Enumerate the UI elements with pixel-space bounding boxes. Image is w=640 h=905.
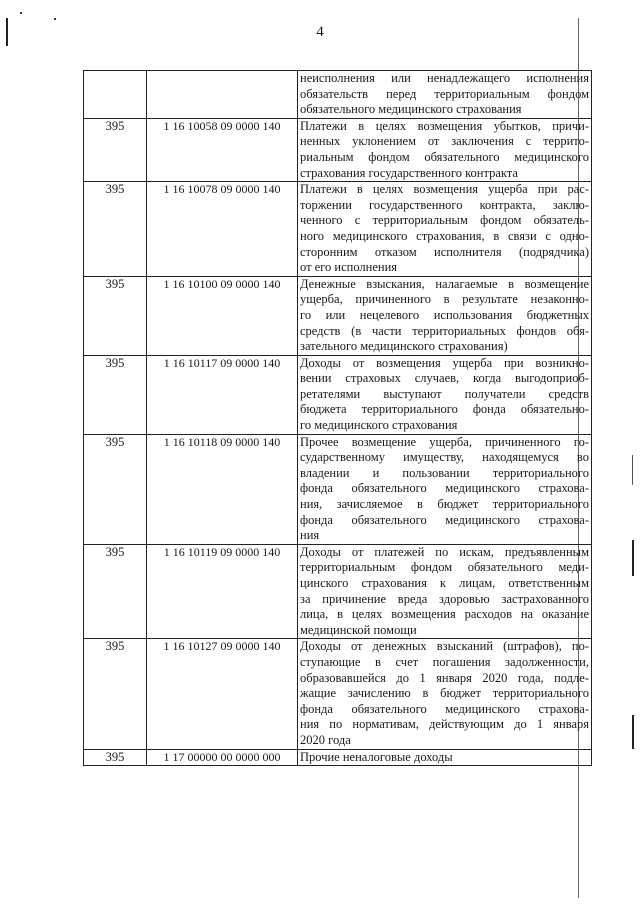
description-line: зательного медицинского страхования) bbox=[300, 339, 508, 354]
budget-classification-code-cell bbox=[147, 71, 298, 119]
table-row bbox=[84, 544, 592, 639]
admin-code-cell: 395 bbox=[84, 182, 147, 277]
scan-artifact-dot bbox=[54, 18, 56, 20]
scan-artifact-dot bbox=[20, 12, 22, 14]
description-line: владении и пользовании территориального bbox=[300, 465, 589, 480]
table-body bbox=[84, 71, 592, 766]
budget-classification-code-cell: 1 17 00000 00 0000 000 bbox=[147, 749, 298, 766]
admin-code-cell: 395 bbox=[84, 749, 147, 766]
scan-artifact-mark bbox=[632, 455, 633, 485]
description-line: бюджета территориального фонда обязательно- bbox=[300, 402, 589, 417]
table-row bbox=[84, 118, 592, 181]
revenue-description-cell bbox=[298, 434, 592, 544]
revenue-codes-table bbox=[83, 70, 592, 766]
description-line: ступающие в счет погашения задолженности, bbox=[300, 654, 589, 669]
budget-classification-code-cell: 1 16 10058 09 0000 140 bbox=[147, 118, 298, 181]
description-line: за причинение вреда здоровью застрахованного bbox=[300, 591, 589, 606]
budget-classification-code-cell: 1 16 10127 09 0000 140 bbox=[147, 639, 298, 749]
description-line: фонда обязательного медицинского страхова- bbox=[300, 481, 589, 496]
table-row bbox=[84, 182, 592, 277]
description-line: ущерба, причиненного в результате незаконно- bbox=[300, 292, 589, 307]
description-line: от его исполнения bbox=[300, 260, 398, 275]
revenue-description-cell bbox=[298, 276, 592, 355]
revenue-description-cell bbox=[298, 639, 592, 749]
revenue-description-cell bbox=[298, 182, 592, 277]
budget-classification-code-cell: 1 16 10119 09 0000 140 bbox=[147, 544, 298, 639]
description-line: ния, зачисляемое в бюджет территориального bbox=[300, 497, 589, 512]
description-line: го или нецелевого использования бюджетных bbox=[300, 307, 589, 322]
description-line: обязательного медицинского страхования bbox=[300, 102, 522, 117]
page-number: 4 bbox=[316, 24, 324, 40]
description-line: ченного с территориальным фондом обязатель- bbox=[300, 213, 589, 228]
scan-artifact-mark bbox=[632, 540, 634, 576]
description-line: ного медицинского страхования, в связи с одно- bbox=[300, 228, 589, 243]
description-line: сторонним отказом исполнителя (подрядчика) bbox=[300, 244, 589, 259]
admin-code-cell bbox=[84, 71, 147, 119]
description-line: обязательств перед территориальным фондом bbox=[300, 86, 589, 101]
table-row bbox=[84, 355, 592, 434]
table-row bbox=[84, 639, 592, 749]
revenue-description-cell bbox=[298, 118, 592, 181]
description-line: Прочее возмещение ущерба, причиненного го- bbox=[300, 434, 589, 449]
description-line: 2020 года bbox=[300, 732, 351, 747]
admin-code-cell: 395 bbox=[84, 434, 147, 544]
admin-code-cell: 395 bbox=[84, 276, 147, 355]
admin-code-cell: 395 bbox=[84, 639, 147, 749]
admin-code-cell: 395 bbox=[84, 544, 147, 639]
description-line: риальным фондом обязательного медицинского bbox=[300, 149, 589, 164]
description-line: Прочие неналоговые доходы bbox=[300, 749, 453, 764]
budget-classification-code-cell: 1 16 10118 09 0000 140 bbox=[147, 434, 298, 544]
description-line: жащие зачислению в бюджет территориального bbox=[300, 686, 589, 701]
description-line: лица, в целях возмещения расходов на оказание bbox=[300, 607, 589, 622]
description-line: фонда обязательного медицинского страхова- bbox=[300, 512, 589, 527]
description-line: вении страховых случаев, когда выгодоприоб- bbox=[300, 371, 589, 386]
description-line: территориальным фондом обязательного меди- bbox=[300, 560, 589, 575]
description-line: образовавшейся до 1 января 2020 года, подле- bbox=[300, 670, 589, 685]
description-line: го медицинского страхования bbox=[300, 418, 458, 433]
admin-code-cell: 395 bbox=[84, 355, 147, 434]
description-line: Платежи в целях возмещения ущерба при рас- bbox=[300, 182, 589, 197]
description-line: медицинской помощи bbox=[300, 622, 417, 637]
description-line: ния по нормативам, действующим до 1 января bbox=[300, 717, 589, 732]
description-line: ния bbox=[300, 528, 320, 543]
description-line: Платежи в целях возмещения убытков, причи- bbox=[300, 118, 589, 133]
revenue-description-cell bbox=[298, 71, 592, 119]
table-row bbox=[84, 276, 592, 355]
scan-artifact-mark bbox=[632, 715, 634, 749]
description-line: сударственному имуществу, находящемуся во bbox=[300, 450, 589, 465]
table-row bbox=[84, 749, 592, 766]
description-line: Денежные взыскания, налагаемые в возмещение bbox=[300, 276, 589, 291]
description-line: Доходы от платежей по искам, предъявленным bbox=[300, 544, 589, 559]
budget-classification-code-cell: 1 16 10100 09 0000 140 bbox=[147, 276, 298, 355]
description-line: средств (в части территориальных фондов обя- bbox=[300, 323, 589, 338]
description-line: цинского страхования к лицам, ответственным bbox=[300, 576, 589, 590]
admin-code-cell: 395 bbox=[84, 118, 147, 181]
description-line: страхования государственного контракта bbox=[300, 165, 518, 180]
budget-classification-code-cell: 1 16 10117 09 0000 140 bbox=[147, 355, 298, 434]
description-line: Доходы от возмещения ущерба при возникно- bbox=[300, 355, 589, 370]
description-line: Доходы от денежных взысканий (штрафов), по- bbox=[300, 639, 589, 654]
revenue-description-cell bbox=[298, 355, 592, 434]
description-line: торжении государственного контракта, заклю- bbox=[300, 197, 589, 212]
description-line: ненных уклонением от заключения с террито- bbox=[300, 134, 589, 149]
table-row bbox=[84, 434, 592, 544]
description-line: фонда обязательного медицинского страхова- bbox=[300, 701, 589, 716]
description-line: ретателями выступают получатели средств bbox=[300, 386, 589, 401]
budget-classification-code-cell: 1 16 10078 09 0000 140 bbox=[147, 182, 298, 277]
revenue-description-cell bbox=[298, 749, 592, 766]
scan-artifact-mark bbox=[6, 18, 8, 46]
description-line: неисполнения или ненадлежащего исполнения bbox=[300, 71, 589, 85]
table-row bbox=[84, 71, 592, 119]
revenue-description-cell bbox=[298, 544, 592, 639]
